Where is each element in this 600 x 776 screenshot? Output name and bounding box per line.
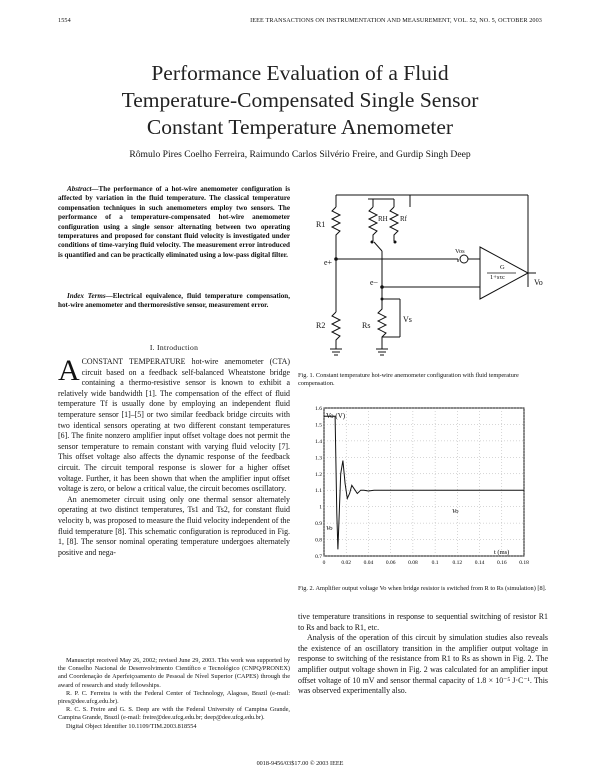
title-line: Constant Temperature Anemometer <box>146 115 454 139</box>
label-vos: Vos <box>455 248 465 255</box>
intro-text-1: hot-wire anemometer (CTA) circuit based on a feedback self-balanced Wheatstone bridge containing a thermo-resistive sensor is known to exhibit a relatively wide bandwidth [1]. The compensation of the effect of fluid temperature Tf is usually done by employing an independent fluid temperature sensor [1]–[5] or two similar feedback bridge circuits with two identical sensors operating at two different constant temperatures [6]. The finite nonzero amplifier input offset voltage does not permit the sensor temperature to remain constant with varying fluid velocity [7]. This offset voltage also affects the dynamic response of the feedback circuit. The circuit temporal response is slower for a higher offset voltage. Further, it has been shown that when the amplifier input offset voltage is zero, or below a critical value, the circuit becomes oscillatory. <box>58 357 290 494</box>
label-rs: Rs <box>362 321 371 330</box>
x-tick-label: 0.14 <box>474 560 485 566</box>
index-terms <box>58 292 290 311</box>
label-rf: Rf <box>400 215 407 223</box>
introduction-body <box>58 354 290 558</box>
intro-paragraph-2: An anemometer circuit using only one thermal sensor alternately operating at two distinct temperatures, Ts1 and Ts2, for constant fluid velocity b, was proposed to measure the fluid velocity independent of the fluid temperature [8]. This schematic configuration is reproduced in Fig. 1, [8]. The sensor nominal operating temperature undergoes alternately positive and nega- <box>58 494 290 557</box>
x-tick-label: 0.18 <box>519 560 529 566</box>
title-line: Performance Evaluation of a Fluid <box>151 61 449 85</box>
title-line: Temperature-Compensated Single Sensor <box>121 88 479 112</box>
y-axis-label: Vo (V) <box>326 412 346 420</box>
right-paragraph-1: tive temperature transitions in response to sequential switching of resistor R1 to Rs and back to R1, etc. <box>298 612 548 632</box>
label-eplus: e+ <box>324 258 333 267</box>
y-tick-label: 0.7 <box>315 554 322 560</box>
body-right-column <box>298 612 548 697</box>
right-paragraph-2: Analysis of the operation of this circuit by simulation studies also reveals the existence of an oscillatory transition in the amplifier output voltage in response to switching of the resistance from R1 to Rs as shown in Fig. 2. The amplifier output voltage shown in Fig. 2 was calculated for an amplifier input offset voltage of 10 mV and sensor thermal capacity of 1.8 × 10⁻⁵ J·C⁻¹. This was observed experimentally also. <box>298 633 548 696</box>
y-tick-label: 1.3 <box>315 455 322 462</box>
copyright-footer: 0018-9456/03$17.00 © 2003 IEEE <box>256 760 344 767</box>
authors: Rômulo Pires Coelho Ferreira, Raimundo Carlos Silvério Freire, and Gurdip Singh Deep <box>129 149 471 160</box>
x-tick-label: 0.04 <box>363 560 374 566</box>
x-tick-label: 0 <box>322 560 326 566</box>
label-gain-den: 1+sτc <box>490 274 505 281</box>
y-tick-label: 1 <box>319 504 322 511</box>
series-line <box>324 416 524 549</box>
y-tick-label: 0.9 <box>315 521 322 528</box>
section-heading: I. Introduction <box>149 343 199 352</box>
page-number: 1554 <box>58 17 71 24</box>
abstract-text: The performance of a hot-wire anemometer configuration is affected by variation in the fluid temperature. The classical temperature compensation techniques in such anemometers employ two sensors. The performance of a temperature-compensated hot-wire anemometer configuration using a single sensor alternating between two operating temperatures and proposed for constant fluid velocity is investigated under conditions of time-varying fluid velocity. The measurement error introduced is quantified and can be practically eliminated using a low-pass digital filter. <box>58 185 290 259</box>
x-tick-label: 0.16 <box>496 560 507 566</box>
abstract <box>58 185 290 260</box>
annotation-vo-high: Vo <box>452 508 459 515</box>
y-tick-label: 1.2 <box>315 471 322 478</box>
footnotes <box>58 657 290 731</box>
footnote: Digital Object Identifier 10.1109/TIM.2003.818554 <box>66 722 197 730</box>
figure-1-circuit <box>298 187 548 362</box>
footnote: R. C. S. Freire and G. S. Deep are with the Federal University of Campina Grande, Campina Grande, Brazil (e-mail: freire@dee.ufcg.edu.br; deep@dee.ufcg.edu.br). <box>58 706 290 722</box>
figure-1-caption: Fig. 1. Constant temperature hot-wire anemometer configuration with fluid temperature compensation. <box>298 372 519 387</box>
label-eminus: e− <box>370 278 379 287</box>
label-gain-num: G <box>500 264 505 271</box>
index-terms-text: Electrical equivalence, fluid temperature compensation, hot-wire anemometer and thermoresistive sensor, measurement error. <box>58 292 290 310</box>
y-tick-label: 1.4 <box>315 438 322 445</box>
figure-2-caption: Fig. 2. Amplifier output voltage Vo when bridge resistor is switched from R to Rs (simulation) [8]. <box>298 585 547 592</box>
paper-title <box>0 60 600 141</box>
drop-cap: A <box>58 354 80 387</box>
x-tick-label: 0.06 <box>385 560 396 566</box>
intro-lead: CONSTANT TEMPERATURE <box>81 357 186 366</box>
x-tick-label: 0.02 <box>341 560 352 566</box>
y-tick-label: 0.8 <box>315 537 322 544</box>
x-tick-label: 0.1 <box>431 560 439 566</box>
y-tick-label: 1.6 <box>315 406 322 412</box>
intro-paragraph-1 <box>58 354 290 495</box>
x-axis-label: t (ms) <box>494 549 510 556</box>
label-vo: Vo <box>534 278 543 287</box>
abstract-label: Abstract— <box>67 185 99 193</box>
x-tick-label: 0.12 <box>452 560 463 566</box>
annotation-vo-low: Vo <box>326 525 333 532</box>
footnote: R. P. C. Ferreira is with the Federal Center of Technology, Alagoas, Brazil (e-mail: pires@dee.ufcg.edu.br). <box>58 689 290 706</box>
index-terms-label: Index Terms— <box>67 292 113 300</box>
label-r1: R1 <box>316 220 326 229</box>
label-rh: RH <box>378 215 388 223</box>
journal-header: IEEE TRANSACTIONS ON INSTRUMENTATION AND MEASUREMENT, VOL. 52, NO. 5, OCTOBER 2003 <box>250 17 542 24</box>
figure-2-chart <box>302 402 534 572</box>
plot-frame <box>324 408 524 556</box>
y-tick-label: 1.1 <box>315 488 322 495</box>
label-vs: Vs <box>403 315 412 324</box>
footnote: Manuscript received May 26, 2002; revised June 29, 2003. This work was supported by the Conselho Nacional de Desenvolvimento Científico e Tecnológico (CNPQ/PRONEX) and Coordenação de Aperfeiçoamento de Pessoal de Nível Superior (CAPES) through the award of research and study fellowships. <box>58 657 290 689</box>
x-tick-label: 0.08 <box>408 560 418 566</box>
label-r2: R2 <box>316 321 326 330</box>
y-tick-label: 1.5 <box>315 422 322 429</box>
